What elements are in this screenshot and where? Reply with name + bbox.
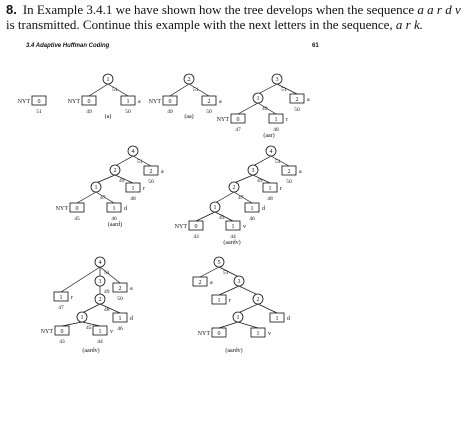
tree-a-edge-1	[108, 84, 128, 96]
tree-aardv-a-node-1-number: 49	[257, 178, 263, 184]
page-number: 61	[312, 43, 319, 49]
tree-aardv-c-node-0-number: 51	[223, 270, 229, 276]
tree-aardv-a-node-5-weight: 1	[213, 205, 217, 212]
tree-a-node-2-symbol: a	[138, 99, 141, 105]
sequence-shown: a a r d v	[417, 2, 461, 17]
tree-aardv-c-edge-6	[219, 322, 238, 328]
tree-aardv-a-node-7-number: 43	[193, 234, 199, 240]
tree-a-edge-0	[89, 84, 108, 96]
tree-aardv-a-node-8-weight: 1	[231, 224, 235, 230]
tree-aardv-c-edge-2	[219, 286, 239, 295]
tree-aar-node-3-weight: 0	[236, 117, 240, 123]
tree-aard-node-1-weight: 2	[113, 168, 117, 175]
tree-aardv-a-node-2-weight: 2	[287, 169, 291, 175]
tree-aardv-a-node-8-symbol: v	[243, 224, 246, 230]
tree-aard-node-3-weight: 1	[94, 185, 98, 192]
tree-aa-node-1-nyt-label: NYT	[148, 99, 161, 105]
tree-a-node-0-weight: 1	[106, 77, 110, 84]
tree-aar-node-1-number: 49	[262, 106, 268, 112]
page-header: 3.4 Adaptive Huffman Coding	[26, 43, 110, 49]
tree-aardv-b-node-6-number: 46	[117, 326, 123, 332]
tree-aardv-c-node-6-symbol: d	[287, 316, 290, 322]
tree-aa-edge-1	[189, 84, 209, 96]
tree-aar-caption: (aar)	[263, 133, 275, 139]
tree-aard-node-5-weight: 0	[75, 206, 79, 212]
tree-aardv-b-node-7-weight: 0	[60, 329, 64, 335]
tree-aard-node-6-number: 46	[111, 216, 117, 222]
tree-aard-edge-2	[96, 175, 115, 183]
tree-aa-node-1-weight: 0	[168, 99, 172, 105]
tree-aardv-b-node-3-symbol: a	[130, 286, 133, 292]
tree-aardv-a-node-7-weight: 0	[194, 224, 198, 230]
tree-aardv-b-node-7-nyt-label: NYT	[40, 329, 53, 335]
question-number: 8.	[6, 2, 17, 17]
tree-aardv-b-edge-5	[100, 304, 120, 313]
tree-aardv-b-caption: (aardv)	[82, 348, 100, 354]
tree-a-node-2-number: 50	[125, 109, 131, 115]
tree-aardv-a-node-0-number: 51	[275, 159, 281, 165]
tree-aar-node-4-weight: 1	[274, 117, 278, 123]
tree-aardv-a-edge-0	[253, 156, 271, 166]
tree-aardv-a-node-3-number: 47	[238, 195, 244, 201]
tree-aar-node-2-weight: 2	[295, 97, 299, 103]
tree-aardv-b-node-4-weight: 2	[98, 297, 102, 304]
tree-aard-node-4-symbol: r	[143, 186, 145, 192]
tree-aardv-c-node-3-weight: 1	[217, 298, 221, 304]
tree-aar-edge-2	[238, 103, 258, 114]
question-text-before: In Example 3.4.1 we have shown how the tree develops when the sequence	[22, 2, 415, 17]
tree-aard-node-1-number: 49	[119, 178, 125, 184]
tree-aa-edge-0	[170, 84, 189, 96]
tree-aardv-c-node-1-weight: 2	[198, 280, 202, 286]
tree-aardv-c-edge-4	[238, 304, 258, 313]
tree-aa-node-1-number: 49	[167, 109, 173, 115]
tree-aardv-c-node-1-symbol: a	[210, 280, 213, 286]
tree-aardv-b-node-8-number: 44	[97, 339, 103, 345]
tree-aardv-b-edge-4	[82, 304, 100, 313]
tree-a-node-1-weight: 0	[87, 99, 91, 105]
tree-aa-node-2-symbol: a	[219, 99, 222, 105]
tree-empty-node-0-weight: 0	[37, 99, 41, 105]
tree-aardv-c-caption: (aardv)	[225, 348, 243, 354]
tree-empty-node-0-nyt-label: NYT	[17, 99, 30, 105]
tree-aard-node-5-nyt-label: NYT	[55, 206, 68, 212]
tree-aardv-a-edge-6	[196, 212, 215, 221]
tree-aar-node-4-number: 48	[273, 127, 279, 133]
tree-aardv-c-node-8-symbol: v	[268, 331, 271, 337]
tree-aar-node-2-symbol: a	[307, 97, 310, 103]
tree-aardv-c-node-5-weight: 1	[236, 315, 240, 322]
tree-aardv-c-node-4-weight: 2	[256, 297, 260, 304]
tree-aardv-a-node-5-number: 45	[219, 215, 225, 221]
tree-aa-node-2-weight: 2	[207, 99, 211, 105]
tree-aardv-b-node-3-number: 50	[117, 296, 123, 302]
tree-aardv-b-node-0-number: 51	[104, 270, 110, 276]
tree-aar-edge-1	[277, 84, 297, 94]
tree-aardv-a-node-1-weight: 3	[251, 168, 255, 175]
tree-aard-node-4-weight: 1	[131, 186, 135, 192]
question-text-middle: is transmitted. Continue this example with the next letters in the sequence,	[6, 17, 393, 32]
tree-aard-node-6-weight: 1	[112, 206, 116, 212]
tree-aard-node-0-weight: 4	[131, 149, 135, 156]
tree-aardv-b-node-1-number: 47	[58, 305, 64, 311]
tree-aardv-a-node-2-symbol: a	[299, 169, 302, 175]
tree-aardv-c-node-6-weight: 1	[275, 316, 279, 322]
tree-aardv-b-node-5-weight: 1	[80, 315, 84, 322]
tree-aardv-c-node-3-symbol: r	[229, 298, 231, 304]
tree-aard-node-0-number: 51	[137, 159, 143, 165]
tree-aardv-c-edge-5	[258, 304, 277, 313]
tree-a-caption: (a)	[104, 114, 112, 120]
sequence-next: a r k.	[395, 17, 424, 32]
tree-a-node-1-number: 49	[86, 109, 92, 115]
tree-aa-caption: (aa)	[184, 114, 194, 120]
tree-aardv-c-edge-0	[200, 267, 219, 277]
tree-a-node-2-weight: 1	[126, 99, 130, 105]
tree-aard-edge-4	[77, 192, 96, 203]
tree-aardv-b-node-1-weight: 1	[59, 295, 63, 301]
tree-aardv-b-node-5-number: 45	[86, 325, 92, 331]
tree-aardv-a-node-6-number: 46	[249, 216, 255, 222]
tree-aar-node-0-number: 51	[281, 87, 287, 93]
tree-aar-node-3-number: 47	[235, 127, 241, 133]
tree-aardv-c-node-0-weight: 5	[217, 260, 221, 267]
tree-aardv-b-node-1-symbol: r	[71, 295, 73, 301]
tree-aardv-b-node-8-symbol: v	[110, 329, 113, 335]
tree-aardv-b-node-3-weight: 2	[118, 286, 122, 292]
tree-aar-node-3-nyt-label: NYT	[216, 117, 229, 123]
tree-aardv-a-node-4-weight: 1	[268, 186, 272, 192]
tree-aard-node-2-weight: 2	[149, 169, 153, 175]
tree-aa-node-0-number: 51	[193, 87, 199, 93]
tree-aar-node-2-number: 50	[294, 107, 300, 113]
tree-aard-edge-0	[115, 156, 133, 166]
tree-aardv-a-node-4-number: 48	[267, 196, 273, 202]
tree-aard-node-5-number: 45	[74, 216, 80, 222]
tree-aardv-a-node-0-weight: 4	[269, 149, 273, 156]
tree-aardv-c-edge-7	[238, 322, 258, 328]
tree-aardv-b-node-6-weight: 1	[118, 316, 122, 322]
tree-aar-node-4-symbol: r	[286, 117, 288, 123]
tree-aardv-a-node-6-weight: 1	[250, 206, 254, 212]
tree-aard-node-6-symbol: d	[124, 206, 127, 212]
tree-aardv-b-node-6-symbol: d	[130, 316, 133, 322]
tree-aardv-a-caption: (aardv)	[223, 240, 241, 246]
tree-aard-node-3-number: 47	[100, 195, 106, 201]
tree-aa-node-2-number: 50	[206, 109, 212, 115]
tree-aardv-b-node-4-number: 48	[104, 307, 110, 313]
tree-aardv-c-edge-3	[239, 286, 258, 295]
tree-aard-node-2-symbol: a	[161, 169, 164, 175]
tree-aardv-b-edge-0	[61, 267, 100, 292]
tree-empty-node-0-number: 51	[36, 109, 42, 115]
tree-aard-node-2-number: 50	[148, 179, 154, 185]
tree-aardv-a-node-3-weight: 2	[232, 185, 236, 192]
tree-aardv-b-node-7-number: 43	[59, 339, 65, 345]
tree-aard-caption: (aard)	[107, 222, 123, 228]
tree-a-node-0-number: 51	[112, 87, 118, 93]
tree-aardv-a-node-4-symbol: r	[280, 186, 282, 192]
tree-aardv-a-edge-2	[234, 175, 253, 183]
tree-aardv-b-edge-6	[62, 322, 82, 326]
tree-aardv-c-node-7-weight: 0	[217, 331, 221, 337]
tree-aardv-b-node-0-weight: 4	[98, 260, 102, 267]
tree-aard-node-4-number: 48	[130, 196, 136, 202]
tree-aardv-a-edge-4	[215, 192, 234, 203]
tree-aa-node-0-weight: 2	[187, 77, 191, 84]
tree-aardv-c-edge-1	[219, 267, 239, 277]
tree-aar-node-1-weight: 1	[256, 96, 260, 103]
tree-aar-edge-0	[258, 84, 277, 94]
tree-aardv-a-node-8-number: 44	[230, 234, 236, 240]
tree-aardv-a-node-7-nyt-label: NYT	[174, 224, 187, 230]
tree-a-node-1-nyt-label: NYT	[67, 99, 80, 105]
tree-aardv-a-node-2-number: 50	[286, 179, 292, 185]
tree-aardv-c-node-8-weight: 1	[256, 331, 260, 337]
tree-aardv-b-node-2-weight: 3	[98, 279, 102, 286]
tree-aardv-b-node-2-number: 49	[104, 289, 110, 295]
tree-aardv-c-node-7-nyt-label: NYT	[197, 331, 210, 337]
tree-aar-node-0-weight: 3	[275, 77, 279, 84]
tree-aardv-c-node-2-weight: 3	[237, 279, 241, 286]
tree-aardv-b-node-8-weight: 1	[98, 329, 102, 335]
tree-aardv-a-node-6-symbol: d	[262, 206, 265, 212]
